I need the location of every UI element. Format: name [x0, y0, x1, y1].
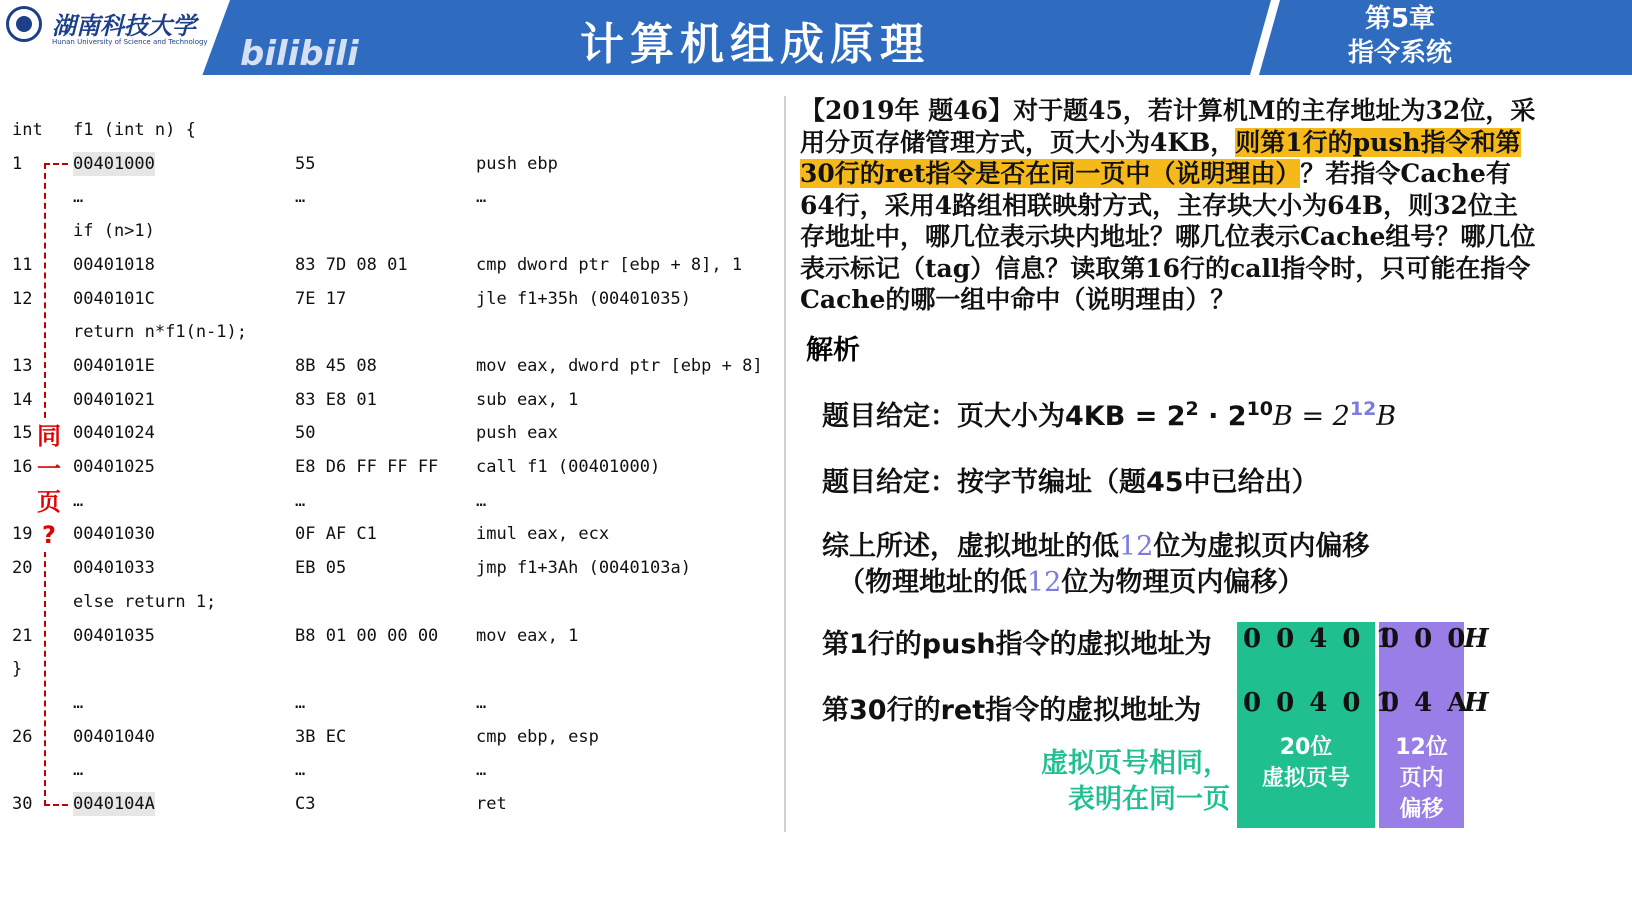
- summary-text: 综上所述，虚拟地址的低: [822, 531, 1119, 562]
- exponent: 10: [1246, 398, 1274, 420]
- machine-code: …: [295, 187, 306, 208]
- chapter-name: 指令系统: [1347, 38, 1452, 68]
- assembly: imul eax, ecx: [476, 524, 610, 545]
- same-page-label: [34, 420, 64, 552]
- code-row: [0, 354, 780, 378]
- given-text: B: [1376, 401, 1397, 432]
- address: 00401025: [73, 457, 155, 477]
- page-size-given: [822, 394, 1396, 433]
- line-number: int: [12, 120, 43, 140]
- byte-addressing-given: 题目给定：按字节编址（题45中已给出）: [822, 467, 1319, 498]
- address: return n*f1(n-1);: [73, 322, 247, 343]
- line-number: 13: [12, 355, 33, 376]
- question-text: [800, 95, 1540, 316]
- same-page-char: 一: [37, 455, 61, 483]
- summary-text: 位为物理页内偏移）: [1061, 567, 1305, 598]
- given-text: · 2: [1198, 401, 1247, 432]
- assembly: call f1 (00401000): [476, 457, 661, 477]
- code-row: [0, 624, 780, 648]
- course-title: 计算机组成原理: [580, 19, 930, 70]
- machine-code: …: [295, 490, 306, 511]
- address: …: [73, 490, 84, 511]
- line-number: 16: [12, 457, 33, 477]
- code-row: [0, 725, 780, 749]
- code-row: [0, 287, 780, 311]
- assembly: push eax: [476, 423, 558, 444]
- summary-number: 12: [1119, 531, 1154, 562]
- machine-code: 0F AF C1: [295, 524, 377, 545]
- code-row: [0, 421, 780, 445]
- column-divider: [784, 96, 786, 832]
- assembly: cmp dword ptr [ebp + 8], 1: [476, 254, 743, 275]
- machine-code: 83 E8 01: [295, 389, 377, 410]
- ret-offset-digits: 0 4 A: [1381, 688, 1471, 718]
- address: 00401040: [73, 726, 155, 747]
- address: 00401030: [73, 524, 155, 545]
- line-number: 12: [12, 288, 33, 309]
- line-number: 1: [12, 153, 23, 174]
- given-text: 题目给定：页大小为4KB = 2: [822, 401, 1186, 432]
- chapter-label: [1330, 2, 1470, 70]
- exponent: 2: [1185, 398, 1199, 420]
- machine-code: …: [295, 760, 306, 781]
- question-highlight: 则第1行的push指令和第30行的ret指令是否在同一页中（说明理由）: [800, 127, 1521, 188]
- address: 00401024: [73, 423, 155, 444]
- assembly: …: [476, 187, 487, 208]
- machine-code: 7E 17: [295, 288, 347, 309]
- push-vpn-digits: 0 0 4 0 1: [1243, 624, 1397, 654]
- address: …: [73, 760, 84, 781]
- channel-watermark: 湖科大教书匠: [30, 48, 180, 75]
- assembly: …: [476, 490, 487, 511]
- line-number: 20: [12, 558, 33, 579]
- address: 0040101E: [73, 355, 155, 376]
- line-number: 15: [12, 423, 33, 444]
- given-text: B = 2: [1273, 401, 1350, 432]
- ret-address-label: 第30行的ret指令的虚拟地址为: [822, 695, 1202, 726]
- machine-code: 50: [295, 423, 316, 444]
- code-row: [0, 758, 780, 782]
- assembly: cmp ebp, esp: [476, 726, 599, 747]
- assembly: sub eax, 1: [476, 389, 579, 410]
- line-number: 30: [12, 794, 33, 814]
- code-row: [0, 219, 780, 243]
- code-row: [0, 792, 780, 816]
- code-row: [0, 489, 780, 513]
- header-separator: [1250, 0, 1280, 75]
- address: f1 (int n) {: [73, 120, 196, 140]
- assembly: …: [476, 760, 487, 781]
- chapter-number: 第5章: [1364, 4, 1436, 34]
- assembly: ret: [476, 794, 507, 814]
- code-row: [0, 320, 780, 344]
- line-number: }: [12, 659, 23, 680]
- assembly: jmp f1+3Ah (0040103a): [476, 558, 691, 579]
- address: …: [73, 187, 84, 208]
- machine-code: 8B 45 08: [295, 355, 377, 376]
- line-number: 26: [12, 726, 33, 747]
- university-logo-icon: [6, 6, 42, 42]
- code-row: [0, 388, 780, 412]
- address: 00401000: [73, 153, 155, 174]
- push-offset-digits: 0 0 0: [1381, 624, 1469, 654]
- machine-code: 55: [295, 153, 316, 174]
- address: 00401021: [73, 389, 155, 410]
- address: else return 1;: [73, 591, 217, 612]
- ret-vpn-digits: 0 0 4 0 1: [1243, 688, 1397, 718]
- exponent: 12: [1349, 398, 1377, 420]
- assembly: push ebp: [476, 153, 558, 174]
- analysis-heading: 解析: [806, 335, 860, 366]
- machine-code: EB 05: [295, 558, 347, 579]
- code-row: [0, 556, 780, 580]
- push-address-label: 第1行的push指令的虚拟地址为: [822, 629, 1212, 660]
- code-row: [0, 152, 780, 176]
- vpn-bits-label: 20位 虚拟页号: [1261, 735, 1350, 791]
- hex-suffix: H: [1464, 688, 1489, 718]
- summary-text: 位为虚拟页内偏移: [1153, 531, 1370, 562]
- slide-header: [0, 0, 1632, 75]
- hex-suffix: H: [1464, 624, 1489, 654]
- address: …: [73, 692, 84, 713]
- line-number: 14: [12, 389, 33, 410]
- bilibili-watermark: bilibili: [240, 34, 359, 74]
- line-number: 21: [12, 625, 33, 646]
- code-row: [0, 118, 780, 142]
- code-row: [0, 455, 780, 479]
- offset-bits-label: 12位 页内 偏移: [1395, 735, 1448, 822]
- question-part2: ？若指令Cache有64行，采用4路组相联映射方式，主存块大小为64B，则32位主存地址中，哪几位表示块内地址？哪几位表示Cache组号？哪几位表示标记（tag）信息？读取第16行的call指令时，只可能在指令Cache的哪一组中命中（说明理由）？: [800, 159, 1536, 314]
- code-row: [0, 657, 780, 681]
- machine-code: E8 D6 FF FF FF: [295, 457, 439, 477]
- same-page-char: ?: [42, 521, 56, 549]
- machine-code: B8 01 00 00 00: [295, 625, 439, 646]
- machine-code: 3B EC: [295, 726, 347, 747]
- same-page-char: 同: [37, 422, 61, 450]
- address: 0040101C: [73, 288, 155, 309]
- summary-physical: [838, 560, 1304, 599]
- address: 0040104A: [73, 794, 155, 814]
- code-row: [0, 185, 780, 209]
- machine-code: …: [295, 692, 306, 713]
- address: 00401018: [73, 254, 155, 275]
- conclusion-note: 虚拟页号相同， 表明在同一页: [1041, 748, 1230, 815]
- assembly: mov eax, dword ptr [ebp + 8]: [476, 355, 763, 376]
- code-row: [0, 590, 780, 614]
- university-name: 湖南科技大学: [52, 11, 196, 40]
- code-row: [0, 691, 780, 715]
- same-page-char: 页: [37, 488, 61, 516]
- code-row: [0, 522, 780, 546]
- line-number: 11: [12, 254, 33, 275]
- summary-number: 12: [1027, 567, 1062, 598]
- address: if (n>1): [73, 221, 155, 242]
- assembly: jle f1+35h (00401035): [476, 288, 691, 309]
- line-number: 19: [12, 524, 33, 545]
- machine-code: 83 7D 08 01: [295, 254, 408, 275]
- code-row: [0, 253, 780, 277]
- address: 00401033: [73, 558, 155, 579]
- assembly: …: [476, 692, 487, 713]
- summary-virtual: [822, 524, 1369, 563]
- university-en-name: Hunan University of Science and Technology: [52, 38, 208, 46]
- machine-code: C3: [295, 794, 316, 814]
- assembly: mov eax, 1: [476, 625, 579, 646]
- address: 00401035: [73, 625, 155, 646]
- summary-text: （物理地址的低: [838, 567, 1027, 598]
- question-part1: 【2019年 题46】对于题45，若计算机M的主存地址为32位，采用分页存储管理方式，页大小为4KB，: [800, 96, 1536, 157]
